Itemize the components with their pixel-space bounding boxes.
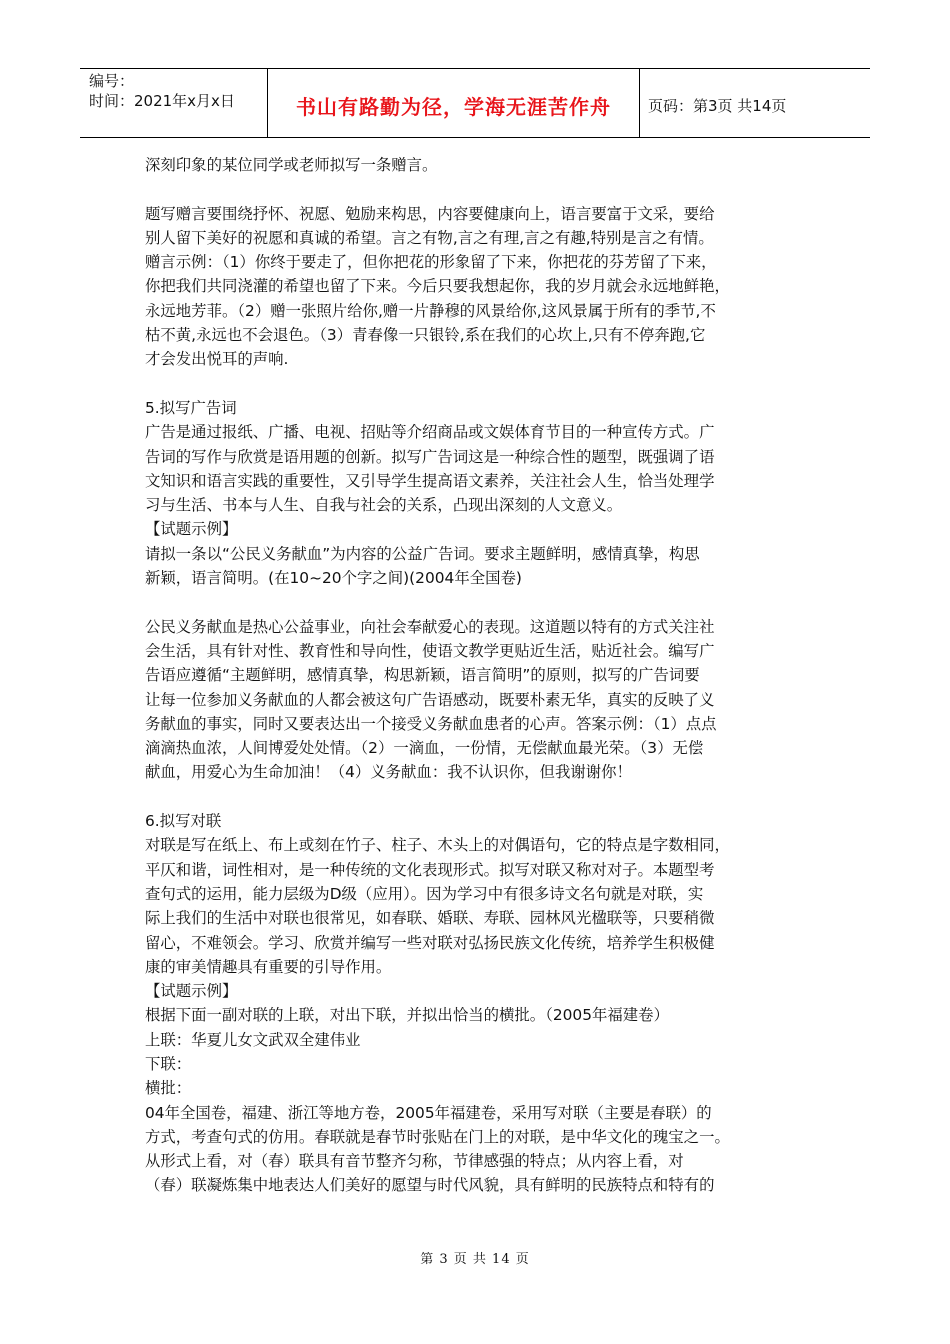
paragraph-gap (145, 590, 813, 614)
text-line: 告词的写作与欣赏是语用题的创新。拟写广告词这是一种综合性的题型，既强调了语 (145, 447, 715, 466)
text-line: 横批： (145, 1079, 192, 1098)
text-line: 际上我们的生活中对联也很常见，如春联、婚联、寿联、园林风光楹联等，只要稍微 (145, 909, 715, 928)
page-header (80, 68, 870, 138)
text-line: 永远地芳菲。（2）赠一张照片给你,赠一片静穆的风景给你,这风景属于所有的季节,不 (145, 301, 716, 320)
text-line: 6.拟写对联 (145, 812, 222, 831)
text-line: 题写赠言要围绕抒怀、祝愿、勉励来构思，内容要健康向上，语言要富于文采，要给 (145, 204, 715, 223)
text-line: 枯不黄,永远也不会退色。（3）青春像一只银铃,系在我们的心坎上,只有不停奔跑,它 (145, 326, 706, 345)
text-line: 滴滴热血浓，人间博爱处处情。（2）一滴血，一份情，无偿献血最光荣。（3）无偿 (145, 739, 704, 758)
text-line: 公民义务献血是热心公益事业，向社会奉献爱心的表现。这道题以特有的方式关注社 (145, 617, 715, 636)
paragraph-gap (145, 372, 813, 396)
page-footer: 第 3 页 共 14 页 (420, 1252, 530, 1267)
text-line: 文知识和语言实践的重要性，又引导学生提高语文素养，关注社会人生，恰当处理学 (145, 471, 715, 490)
header-page-info: 页码：第3页 共14页 (648, 96, 787, 115)
text-line: 习与生活、书本与人生、自我与社会的关系，凸现出深刻的人文意义。 (145, 496, 623, 515)
text-line: 下联： (145, 1054, 192, 1073)
document-body (145, 153, 813, 1198)
text-line: 对联是写在纸上、布上或刻在竹子、柱子、木头上的对偶语句，它的特点是字数相同， (145, 836, 730, 855)
text-line: 04年全国卷，福建、浙江等地方卷，2005年福建卷，采用写对联（主要是春联）的 (145, 1103, 712, 1122)
text-line: 广告是通过报纸、广播、电视、招贴等介绍商品或文娱体育节目的一种宣传方式。广 (145, 423, 715, 442)
text-line: 留心，不难领会。学习、欣赏并编写一些对联对弘扬民族文化传统，培养学生积极健 (145, 933, 715, 952)
text-line: 别人留下美好的祝愿和真诚的希望。言之有物,言之有理,言之有趣,特别是言之有情。 (145, 228, 714, 247)
text-line: 告语应遵循“主题鲜明，感情真挚，构思新颖，语言简明”的原则，拟写的广告词要 (145, 666, 700, 685)
text-line: 根据下面一副对联的上联，对出下联，并拟出恰当的横批。（2005年福建卷） (145, 1006, 669, 1025)
text-line: 会生活，具有针对性、教育性和导向性，使语文教学更贴近生活，贴近社会。编写广 (145, 641, 715, 660)
header-meta (80, 69, 268, 137)
text-line: 查句式的运用，能力层级为D级（应用）。因为学习中有很多诗文名句就是对联，实 (145, 884, 704, 903)
text-line: 【试题示例】 (145, 982, 238, 1001)
number-label: 编号： (89, 72, 135, 90)
text-line: 才会发出悦耳的声响. (145, 350, 289, 369)
text-line: 【试题示例】 (145, 520, 238, 539)
text-line: 从形式上看，对（春）联具有音节整齐匀称，节律感强的特点；从内容上看，对 (145, 1152, 684, 1171)
paragraph-gap (145, 177, 813, 201)
text-line: 让每一位参加义务献血的人都会被这句广告语感动，既要朴素无华，真实的反映了义 (145, 690, 715, 709)
text-line: 新颖，语言简明。(在10~20个字之间)(2004年全国卷) (145, 569, 522, 588)
header-motto: 书山有路勤为径，学海无涯苦作舟 (268, 69, 640, 137)
text-line: 上联：华夏儿女文武双全建伟业 (145, 1030, 361, 1049)
text-line: 5.拟写广告词 (145, 398, 237, 417)
text-line: 平仄和谐，词性相对，是一种传统的文化表现形式。拟写对联又称对对子。本题型考 (145, 860, 715, 879)
text-line: 赠言示例：（1）你终于要走了，但你把花的形象留了下来，你把花的芬芳留了下来， (145, 253, 717, 272)
text-line: （春）联凝炼集中地表达人们美好的愿望与时代风貌，具有鲜明的民族特点和特有的 (145, 1176, 715, 1195)
text-line: 献血，用爱心为生命加油！（4）义务献血：我不认识你，但我谢谢你！ (145, 763, 632, 782)
date-label: 时间：2021年x月x日 (89, 92, 235, 110)
text-line: 方式，考查句式的仿用。春联就是春节时张贴在门上的对联，是中华文化的瑰宝之一。 (145, 1127, 730, 1146)
text-line: 深刻印象的某位同学或老师拟写一条赠言。 (145, 156, 438, 174)
paragraph-gap (145, 785, 813, 809)
text-line: 请拟一条以“公民义务献血”为内容的公益广告词。要求主题鲜明，感情真挚，构思 (145, 544, 700, 563)
text-line: 康的审美情趣具有重要的引导作用。 (145, 957, 392, 976)
text-line: 你把我们共同浇灌的希望也留了下来。今后只要我想起你，我的岁月就会永远地鲜艳， (145, 277, 730, 296)
text-line: 务献血的事实，同时又要表达出一个接受义务献血患者的心声。答案示例：（1）点点 (145, 714, 717, 733)
